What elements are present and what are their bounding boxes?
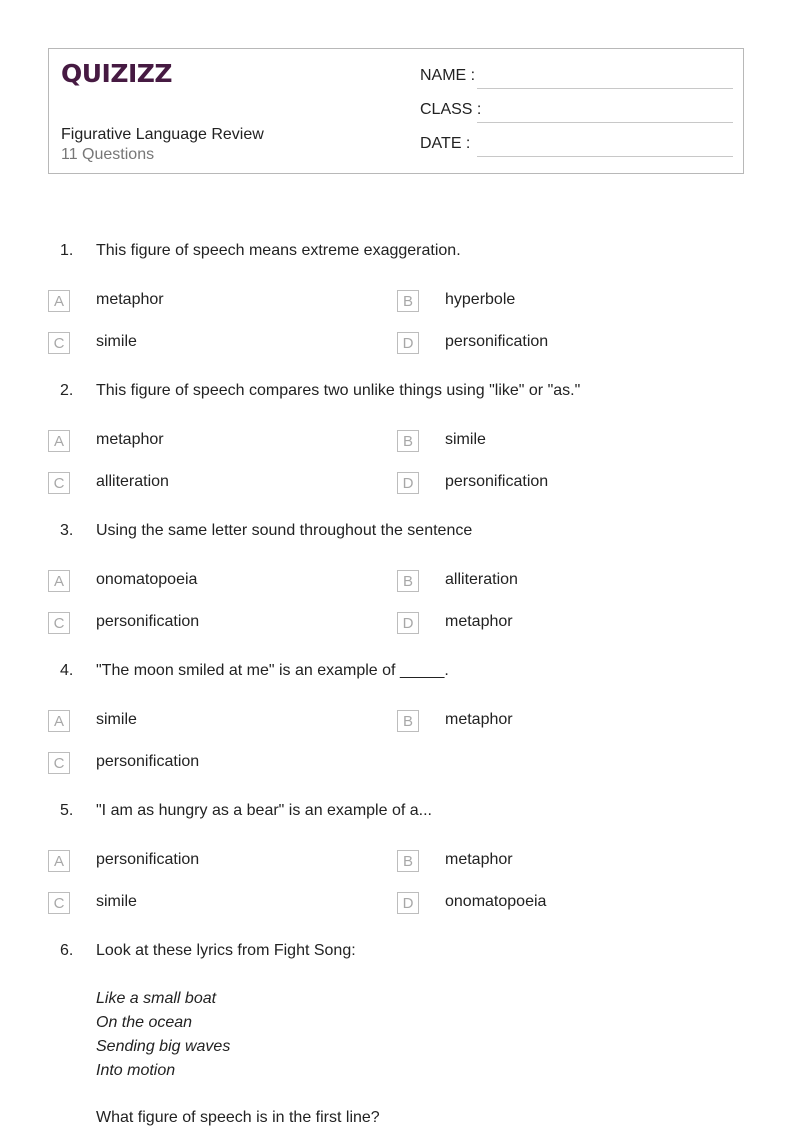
date-field	[420, 135, 733, 159]
option-text: personification	[445, 333, 549, 350]
option-text: alliteration	[445, 571, 518, 588]
question-text: "The moon smiled at me" is an example of _____.	[96, 662, 449, 679]
class-label: CLASS :	[420, 101, 482, 118]
question-number: 3.	[60, 522, 74, 539]
option-letter: B	[397, 430, 419, 452]
worksheet-header	[48, 48, 744, 174]
option-letter: C	[48, 472, 70, 494]
option-text: simile	[96, 333, 137, 350]
question-text: "I am as hungry as a bear" is an example of a...	[96, 802, 432, 819]
option-text: metaphor	[445, 711, 513, 728]
option-text: alliteration	[96, 473, 169, 490]
option-text: onomatopoeia	[96, 571, 198, 588]
option-text: simile	[445, 431, 486, 448]
quizizz-logo: QUIZIZZ	[61, 59, 173, 88]
question-number: 5.	[60, 802, 74, 819]
option-letter: D	[397, 332, 419, 354]
option-text: hyperbole	[445, 291, 516, 308]
option-letter: C	[48, 332, 70, 354]
option-letter: D	[397, 892, 419, 914]
date-label: DATE :	[420, 135, 471, 152]
option-text: personification	[96, 851, 200, 868]
option-text: metaphor	[96, 291, 164, 308]
option-letter: A	[48, 850, 70, 872]
option-text: metaphor	[445, 613, 513, 630]
option-letter: B	[397, 850, 419, 872]
name-label: NAME :	[420, 67, 476, 84]
lyric-line: On the ocean	[96, 1014, 193, 1031]
question-text: Using the same letter sound throughout the sentence	[96, 522, 473, 539]
option-letter: D	[397, 472, 419, 494]
lyric-line: Into motion	[96, 1062, 176, 1079]
question-number: 6.	[60, 942, 74, 959]
worksheet-title: Figurative Language Review	[61, 126, 264, 143]
option-letter: D	[397, 612, 419, 634]
question-text: This figure of speech means extreme exaggeration.	[96, 242, 461, 259]
option-text: simile	[96, 893, 137, 910]
option-text: metaphor	[445, 851, 513, 868]
option-text: personification	[96, 613, 200, 630]
date-line	[477, 156, 733, 157]
option-text: personification	[445, 473, 549, 490]
option-letter: A	[48, 290, 70, 312]
option-letter: B	[397, 710, 419, 732]
option-letter: A	[48, 570, 70, 592]
option-letter: A	[48, 710, 70, 732]
question-text: Look at these lyrics from Fight Song:	[96, 942, 356, 959]
question-number: 1.	[60, 242, 74, 259]
option-text: simile	[96, 711, 137, 728]
option-letter: B	[397, 290, 419, 312]
question-text: This figure of speech compares two unlike things using "like" or "as."	[96, 382, 581, 399]
option-letter: C	[48, 752, 70, 774]
option-letter: C	[48, 892, 70, 914]
name-field	[420, 67, 733, 91]
lyric-line: Like a small boat	[96, 990, 217, 1007]
question-followup: What figure of speech is in the first line?	[96, 1109, 380, 1126]
option-letter: B	[397, 570, 419, 592]
class-line	[477, 122, 733, 123]
option-text: metaphor	[96, 431, 164, 448]
lyric-line: Sending big waves	[96, 1038, 231, 1055]
question-number: 2.	[60, 382, 74, 399]
option-letter: C	[48, 612, 70, 634]
class-field	[420, 101, 733, 125]
name-line	[477, 88, 733, 89]
question-count: 11 Questions	[61, 146, 155, 163]
question-number: 4.	[60, 662, 74, 679]
option-letter: A	[48, 430, 70, 452]
option-text: onomatopoeia	[445, 893, 547, 910]
option-text: personification	[96, 753, 200, 770]
